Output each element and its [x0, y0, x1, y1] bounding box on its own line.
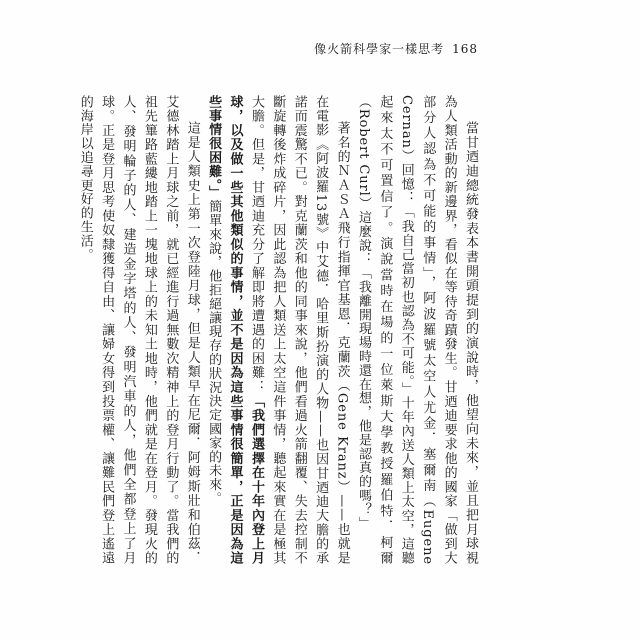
paragraph-2-tail: 簡單來說，他拒絕讓現存的狀況決定國家的未來。	[206, 199, 222, 506]
running-header	[314, 40, 478, 57]
page-number: 168	[452, 42, 478, 56]
kennedy-quote: 「我們選擇在十年內登上月球，以及做一些其他類似的事情，並不是因為這些事情很簡單，正是因為這些事情很困難。」	[206, 95, 264, 565]
book-title: 像火箭科學家一樣思考	[314, 42, 445, 56]
paragraph-3: 這是人類史上第一次登陸月球，但是人類早在尼爾．阿姆斯壯和伯茲．艾德林踏上月球之前，就已經進行過無數次精神上的登月行動了。當我們的祖先篳路藍縷地踏上一塊地球上的未知土地時，他們就是在登月。發現火的人、發明輪子的人、建造金字塔的人、發明汽車的人，他們全都登上了月球。正是登月思考使奴隸獲得自由、讓婦女得到投票權、讓難民們登上遙遠的海岸以追尋更好的生活。	[77, 95, 200, 565]
paragraph-2-text: 著名的ＮＡＳＡ飛行指揮官基恩．克蘭茨（Gene Kranz）——也就是在電影《阿波羅13號》中艾德．哈里斯扮演的人物——也因甘迺迪大膽的承諾而震驚不已。對克蘭茨和他的同事來說，他們看過火箭翻覆、失去控制不斷旋轉後炸成碎片，因此認為把人類送上太空這件事情，聽起來實在是極其大膽。但是，甘迺迪充分了解即將遭遇的困難：	[248, 95, 350, 565]
body-text	[77, 95, 481, 565]
paragraph-1: 當甘迺迪總統發表本書開頭提到的演說時，他望向未來，並且把月球視為人類活動的新邊界，看似在等待奇蹟發生。甘迺迪要求他的國家「做到大部分人認為不可能的事情」，阿波羅號太空人尤金．塞爾南（Eugene Cernan）回憶：「我自己當初也認為不可能。」十年內送人類上太空，這聽起來太不可置信了。演說當時在場的一位萊斯大學教授羅伯特．柯爾（Robert Curl）這麼說：「我離開現場時還在想，他是認真的嗎？」	[355, 95, 478, 565]
paragraph-2	[203, 95, 353, 565]
